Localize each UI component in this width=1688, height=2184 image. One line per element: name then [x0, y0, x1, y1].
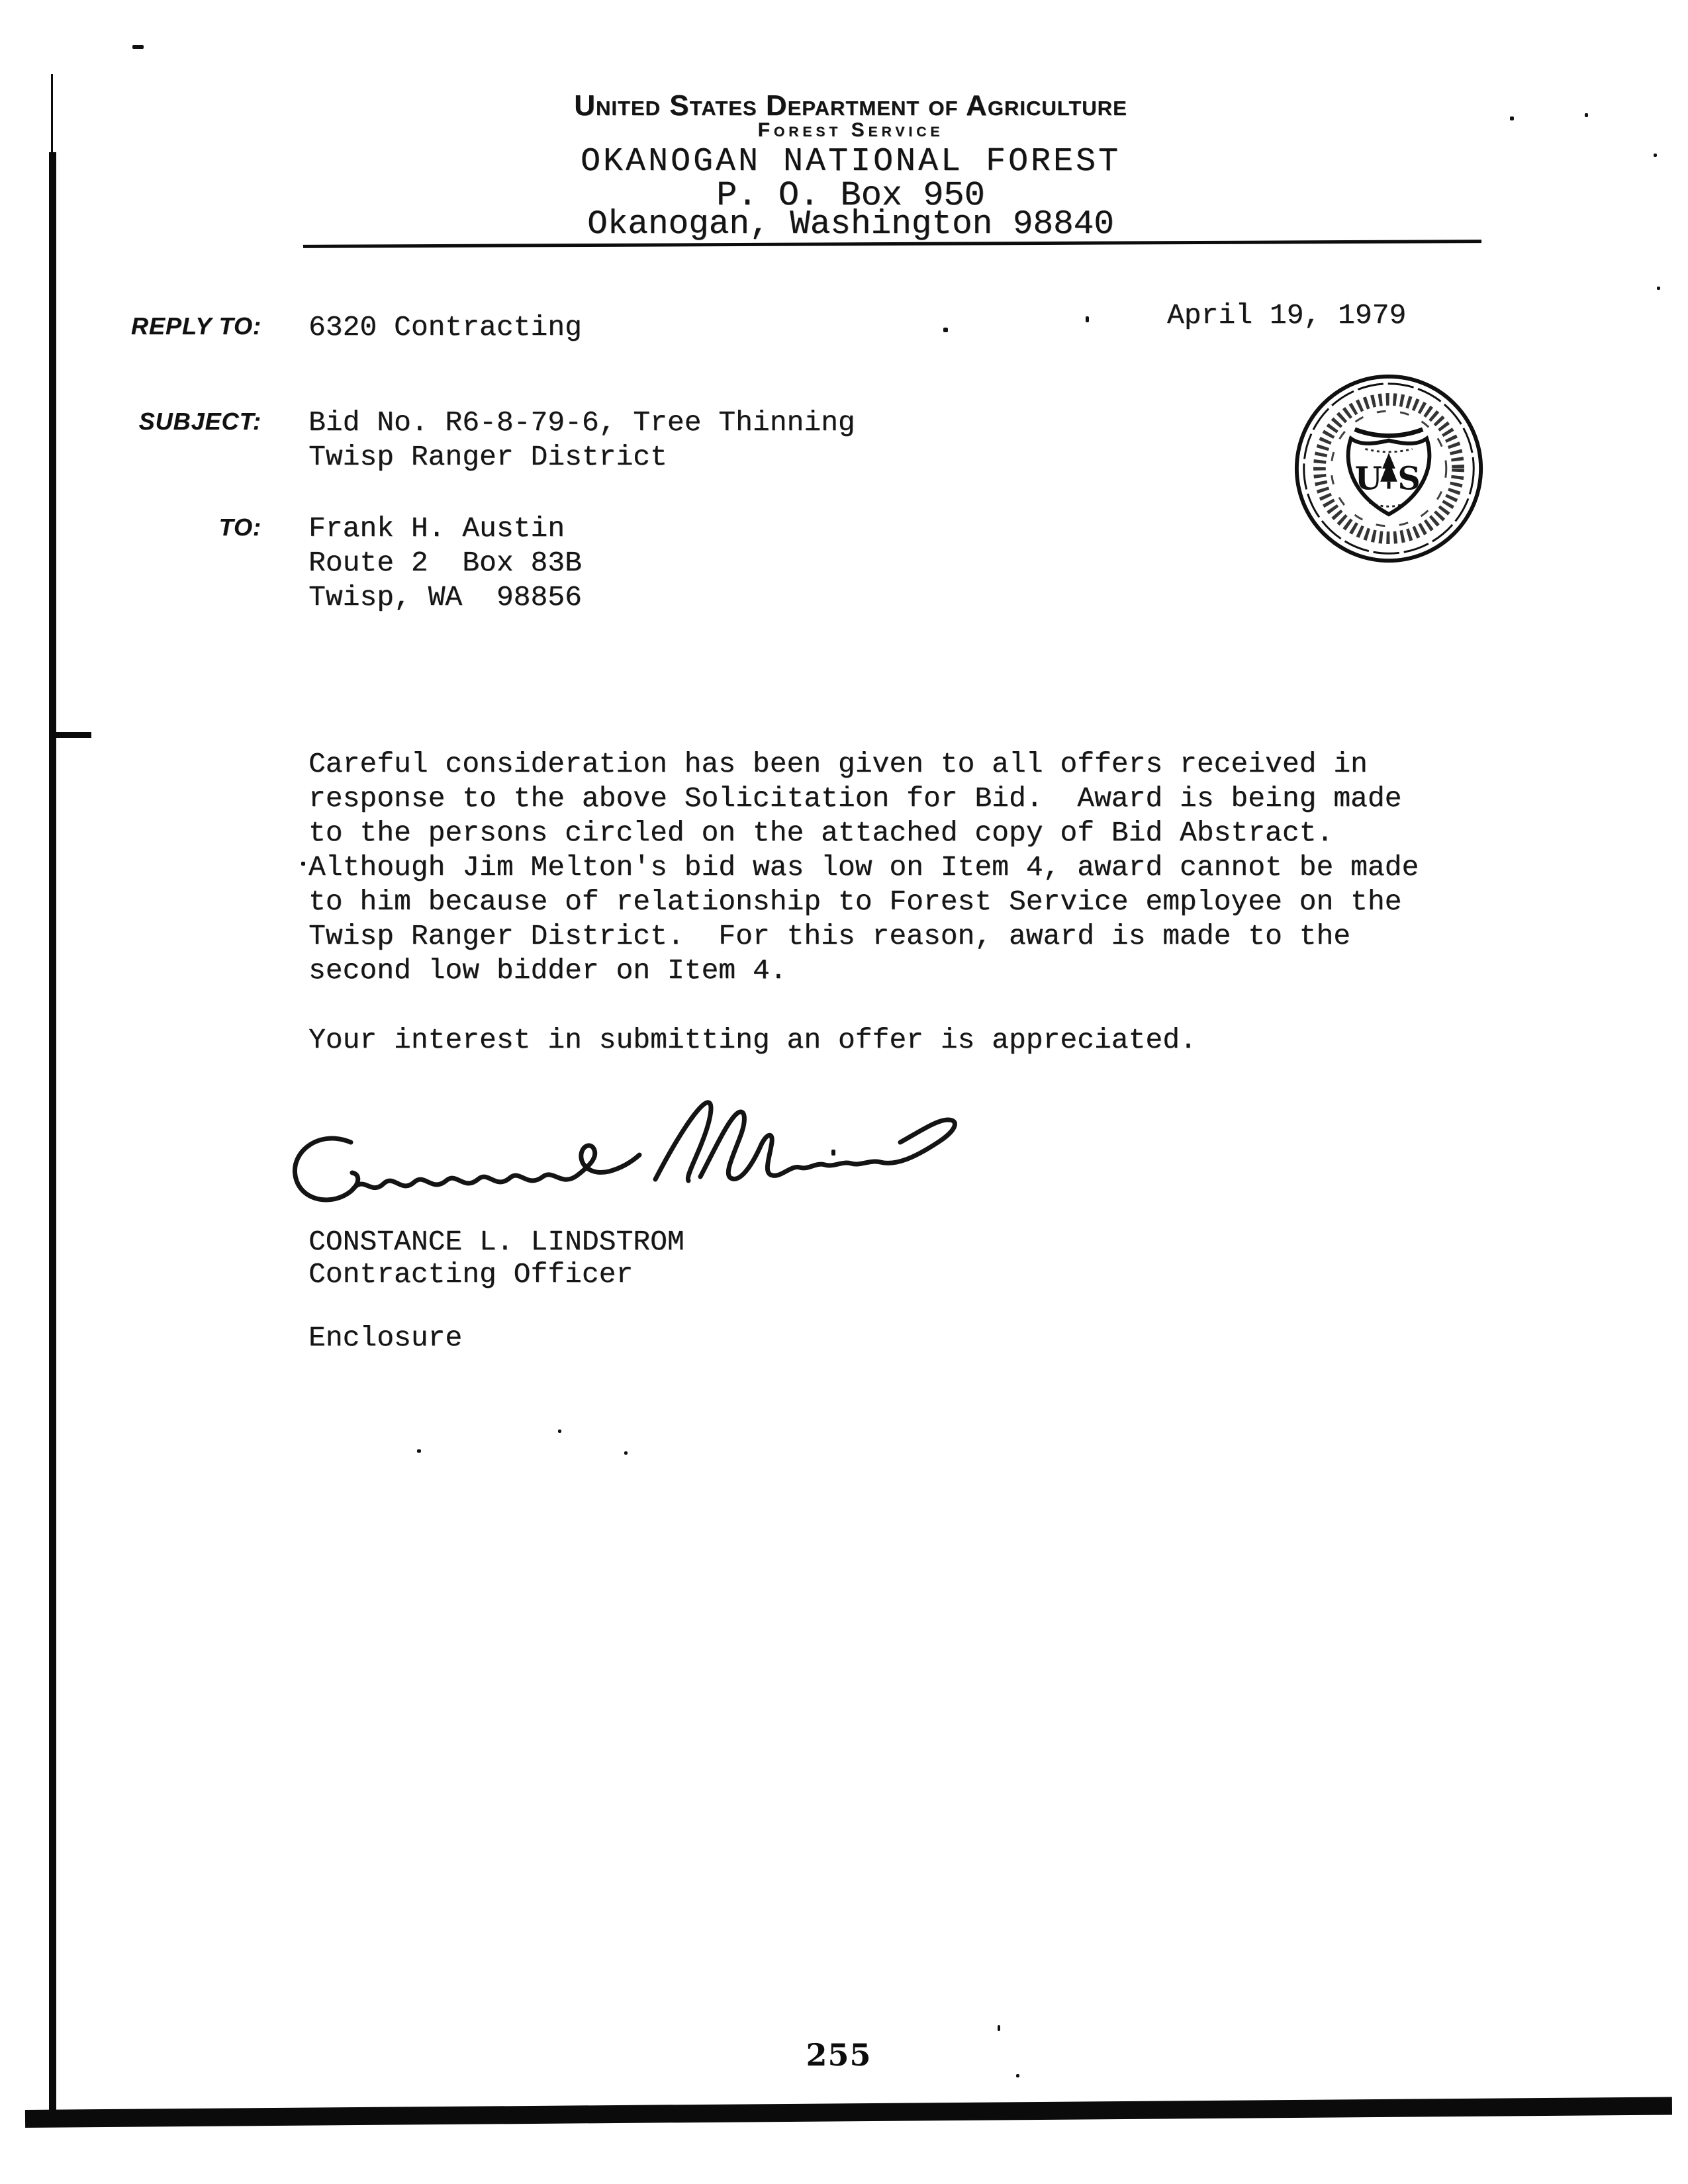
page-number: 255: [806, 2037, 872, 2073]
scan-speck: [943, 328, 948, 332]
seal-letter-u: U: [1354, 461, 1383, 498]
body-line: Although Jim Melton's bid was low on Item 4, award cannot be made: [308, 851, 1419, 884]
scan-edge-left-bar: [49, 152, 56, 2116]
body-line: second low bidder on Item 4.: [308, 954, 787, 987]
recipient-address-1: Route 2 Box 83B: [308, 547, 582, 579]
reply-to-value: 6320 Contracting: [308, 311, 582, 343]
scan-speck: [1657, 287, 1660, 290]
body-line: Careful consideration has been given to all offers received in: [308, 748, 1368, 780]
scan-edge-bottom-bar: [25, 2097, 1672, 2128]
scan-speck: [1585, 113, 1588, 117]
subject-label: SUBJECT:: [138, 408, 261, 435]
body-line: to the persons circled on the attached copy of Bid Abstract.: [308, 817, 1334, 849]
scan-speck: [132, 45, 144, 49]
letterhead-pobox: P. O. Box 950: [716, 176, 985, 215]
scan-speck: [1510, 116, 1514, 120]
scan-speck: [558, 1430, 561, 1433]
signature-image: [285, 1091, 1013, 1223]
letterhead-service: Forest Service: [757, 119, 944, 141]
subject-line-2: Twisp Ranger District: [308, 441, 667, 473]
recipient-name: Frank H. Austin: [308, 512, 565, 545]
scan-speck: [417, 1449, 421, 1453]
to-label: TO:: [218, 514, 261, 541]
body-paragraph-1: [308, 747, 1419, 988]
scan-edge-left-thin: [51, 74, 53, 155]
subject-line-1: Bid No. R6-8-79-6, Tree Thinning: [308, 406, 855, 439]
letter-date: April 19, 1979: [1167, 299, 1407, 332]
scan-speck: [1654, 154, 1657, 157]
body-paragraph-2: Your interest in submitting an offer is appreciated.: [308, 1024, 1197, 1056]
reply-to-label: REPLY TO:: [130, 312, 261, 340]
seal-tree-icon: [1380, 453, 1397, 481]
scan-smudge-left: [56, 732, 91, 738]
letterhead-city: Okanogan, Washington 98840: [587, 206, 1114, 244]
enclosure-note: Enclosure: [308, 1322, 463, 1354]
forest-service-seal-icon: [1291, 371, 1487, 567]
scan-speck: [301, 862, 305, 866]
signer-name: CONSTANCE L. LINDSTROM: [308, 1226, 684, 1258]
scan-speck: [998, 2025, 1000, 2031]
body-line: to him because of relationship to Forest Service employee on the: [308, 886, 1402, 918]
scan-speck: [624, 1451, 628, 1455]
letterhead-forest: OKANOGAN NATIONAL FOREST: [580, 143, 1121, 181]
recipient-address-2: Twisp, WA 98856: [308, 581, 582, 614]
letterhead-agency: United States Department of Agriculture: [574, 89, 1127, 122]
seal-letter-s: S: [1397, 461, 1421, 498]
body-line: Twisp Ranger District. For this reason, award is made to the: [308, 920, 1351, 952]
scan-speck: [1016, 2074, 1019, 2077]
body-line: response to the above Solicitation for Bid. Award is being made: [308, 782, 1402, 815]
scan-speck: [1086, 316, 1089, 322]
signer-title: Contracting Officer: [308, 1258, 633, 1291]
